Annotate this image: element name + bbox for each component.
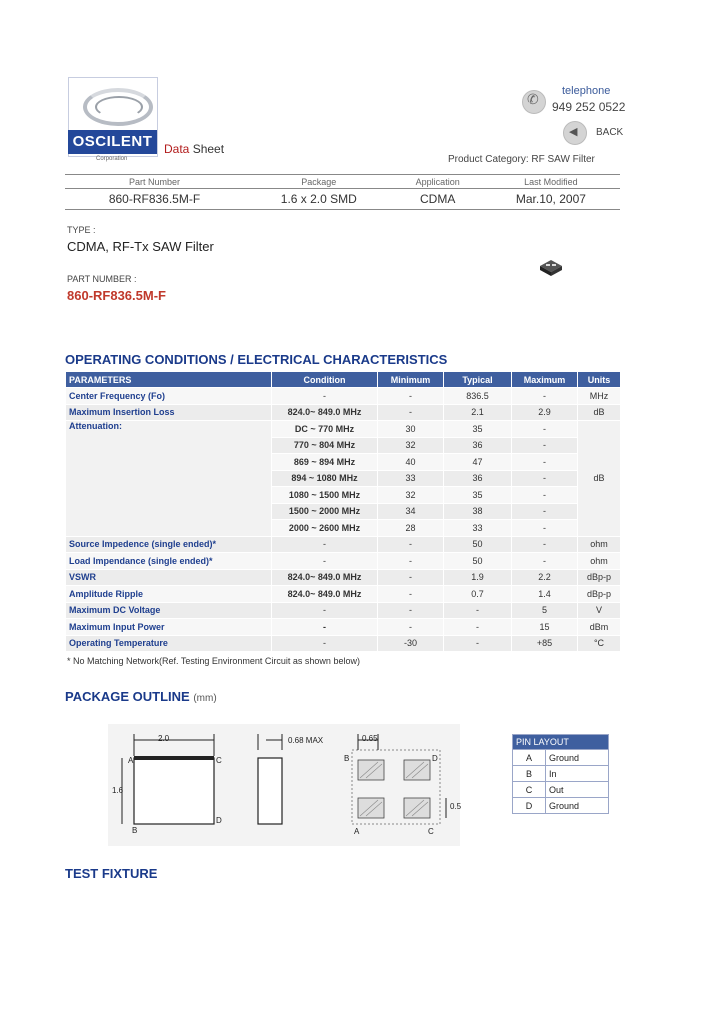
cell: ohm [578,553,621,570]
logo-inner-ring-icon [95,96,143,118]
pin-function: Out [546,782,609,798]
width-label: 2.0 [158,734,170,743]
param-name: Amplitude Ripple [66,586,272,603]
cell: 869 ~ 894 MHz [272,454,378,471]
cell: 770 ~ 804 MHz [272,437,378,454]
col-header: Units [578,372,621,388]
doc-title-sheet: Sheet [192,142,225,156]
cell: - [512,421,578,438]
product-category: Product Category: RF SAW Filter [448,154,595,165]
param-name: Maximum Insertion Loss [66,404,272,421]
pin-id: A [513,750,546,766]
col-header: Maximum [512,372,578,388]
cell: MHz [578,388,621,405]
table-row [513,798,609,814]
cell: - [272,635,378,652]
corner-a: A [128,756,134,765]
table-row [66,388,621,405]
cell: 894 ~ 1080 MHz [272,470,378,487]
cell: - [512,470,578,487]
cell: - [512,553,578,570]
cell: - [378,602,444,619]
back-link[interactable]: BACK [596,127,624,138]
param-name: Attenuation: [66,421,272,537]
type-value: CDMA, RF-Tx SAW Filter [67,239,214,254]
cell: 1080 ~ 1500 MHz [272,487,378,504]
company-logo[interactable]: OSCILENT [68,130,157,154]
cell: - [378,619,444,636]
telephone-number: 949 252 0522 [552,100,626,114]
top-view-body [134,758,214,824]
info-header: Last Modified [482,175,620,189]
cell: 36 [444,437,512,454]
param-name: Maximum Input Power [66,619,272,636]
logo-corporation: Corporation [96,156,128,162]
cell: 38 [444,503,512,520]
gap-label: 0.5 [450,802,462,811]
info-application: CDMA [394,189,482,210]
package-drawing [108,724,460,846]
cell: - [378,569,444,586]
pin-id: B [513,766,546,782]
param-name: VSWR [66,569,272,586]
table-row [66,602,621,619]
cell: - [512,437,578,454]
cell: 40 [378,454,444,471]
cell: dBm [578,619,621,636]
cell: - [512,487,578,504]
cell: dB [578,404,621,421]
cell: - [512,520,578,537]
bottom-corner-d: D [432,754,438,763]
cell: - [378,553,444,570]
param-name: Source Impedence (single ended)* [66,536,272,553]
info-header: Part Number [65,175,244,189]
part-number-label: PART NUMBER : [67,274,137,284]
cell: - [512,388,578,405]
back-arrow-icon[interactable] [563,121,587,145]
table-row [513,782,609,798]
part-info-table [65,174,620,210]
col-header: Typical [444,372,512,388]
thickness-label: 0.68 MAX [288,736,324,745]
cell: 2000 ~ 2600 MHz [272,520,378,537]
telephone-icon[interactable] [522,90,546,114]
cell: ohm [578,536,621,553]
table-row [66,553,621,570]
side-view-body [258,758,282,824]
cell: - [444,602,512,619]
pin-function: Ground [546,750,609,766]
col-header: Condition [272,372,378,388]
cell: +85 [512,635,578,652]
table-row [66,619,621,636]
cell: - [512,536,578,553]
cell: - [272,619,378,636]
cell: °C [578,635,621,652]
cell: 1500 ~ 2000 MHz [272,503,378,520]
cell: - [272,536,378,553]
cell: 32 [378,437,444,454]
cell: - [512,454,578,471]
table-row [66,421,621,438]
cell: -30 [378,635,444,652]
info-package: 1.6 x 2.0 SMD [244,189,394,210]
cell: 2.1 [444,404,512,421]
cell: - [378,388,444,405]
col-header: PARAMETERS [66,372,272,388]
package-unit: (mm) [193,693,217,704]
cell: 30 [378,421,444,438]
cell: 34 [378,503,444,520]
pin-function: In [546,766,609,782]
electrical-table [65,371,621,652]
cell: DC ~ 770 MHz [272,421,378,438]
cell: V [578,602,621,619]
cell: 47 [444,454,512,471]
corner-b: B [132,826,138,835]
pin-id: C [513,782,546,798]
bottom-corner-c: C [428,827,434,836]
cell: 50 [444,536,512,553]
doc-title [164,142,224,156]
cell: 2.9 [512,404,578,421]
param-name: Maximum DC Voltage [66,602,272,619]
cell: 824.0~ 849.0 MHz [272,404,378,421]
cell: - [378,404,444,421]
cell: - [272,602,378,619]
corner-c: C [216,756,222,765]
cell: 824.0~ 849.0 MHz [272,586,378,603]
electrical-section-title: OPERATING CONDITIONS / ELECTRICAL CHARACTERISTICS [65,352,448,367]
info-last-modified: Mar.10, 2007 [482,189,620,210]
info-header: Package [244,175,394,189]
component-image [538,256,564,278]
cell: 2.2 [512,569,578,586]
cell: - [512,503,578,520]
info-part-number: 860-RF836.5M-F [65,189,244,210]
part-number-value: 860-RF836.5M-F [67,288,166,303]
bottom-corner-a: A [354,827,360,836]
cell: 33 [444,520,512,537]
cell: - [444,619,512,636]
table-row [66,569,621,586]
cell: 0.7 [444,586,512,603]
doc-title-data: Data [164,142,190,156]
cell: dBp-p [578,569,621,586]
cell: 1.9 [444,569,512,586]
pad-d [404,760,430,780]
cell: 1.4 [512,586,578,603]
table-row [66,635,621,652]
cell: 836.5 [444,388,512,405]
table-row [66,404,621,421]
cell: - [272,553,378,570]
param-name: Operating Temperature [66,635,272,652]
pad-b [358,760,384,780]
info-header: Application [394,175,482,189]
telephone-label: telephone [562,85,611,97]
package-section-title [65,689,217,704]
cell: 36 [444,470,512,487]
cell: 32 [378,487,444,504]
type-label: TYPE : [67,225,96,235]
pad-label: 0.65 [362,734,378,743]
cell: 28 [378,520,444,537]
pin-function: Ground [546,798,609,814]
cell: 35 [444,421,512,438]
corner-d: D [216,816,222,825]
col-header: Minimum [378,372,444,388]
cell: dB [578,421,621,537]
param-name: Center Frequency (Fo) [66,388,272,405]
table-row [66,536,621,553]
pad-a [358,798,384,818]
cell: 15 [512,619,578,636]
cell: 50 [444,553,512,570]
package-title: PACKAGE OUTLINE [65,689,190,704]
cell: 5 [512,602,578,619]
table-row [66,586,621,603]
footnote: * No Matching Network(Ref. Testing Environment Circuit as shown below) [67,656,360,666]
cell: 35 [444,487,512,504]
pin-layout-table [512,734,609,814]
pad-c [404,798,430,818]
pin-id: D [513,798,546,814]
cell: 824.0~ 849.0 MHz [272,569,378,586]
test-fixture-title: TEST FIXTURE [65,866,158,881]
height-label: 1.6 [112,786,124,795]
table-row [513,766,609,782]
pin-layout-title: PIN LAYOUT [513,735,609,750]
cell: - [272,388,378,405]
table-row [513,750,609,766]
cell: 33 [378,470,444,487]
cell: dBp-p [578,586,621,603]
bottom-corner-b: B [344,754,350,763]
param-name: Load Impendance (single ended)* [66,553,272,570]
cell: - [378,586,444,603]
cell: - [444,635,512,652]
cell: - [378,536,444,553]
